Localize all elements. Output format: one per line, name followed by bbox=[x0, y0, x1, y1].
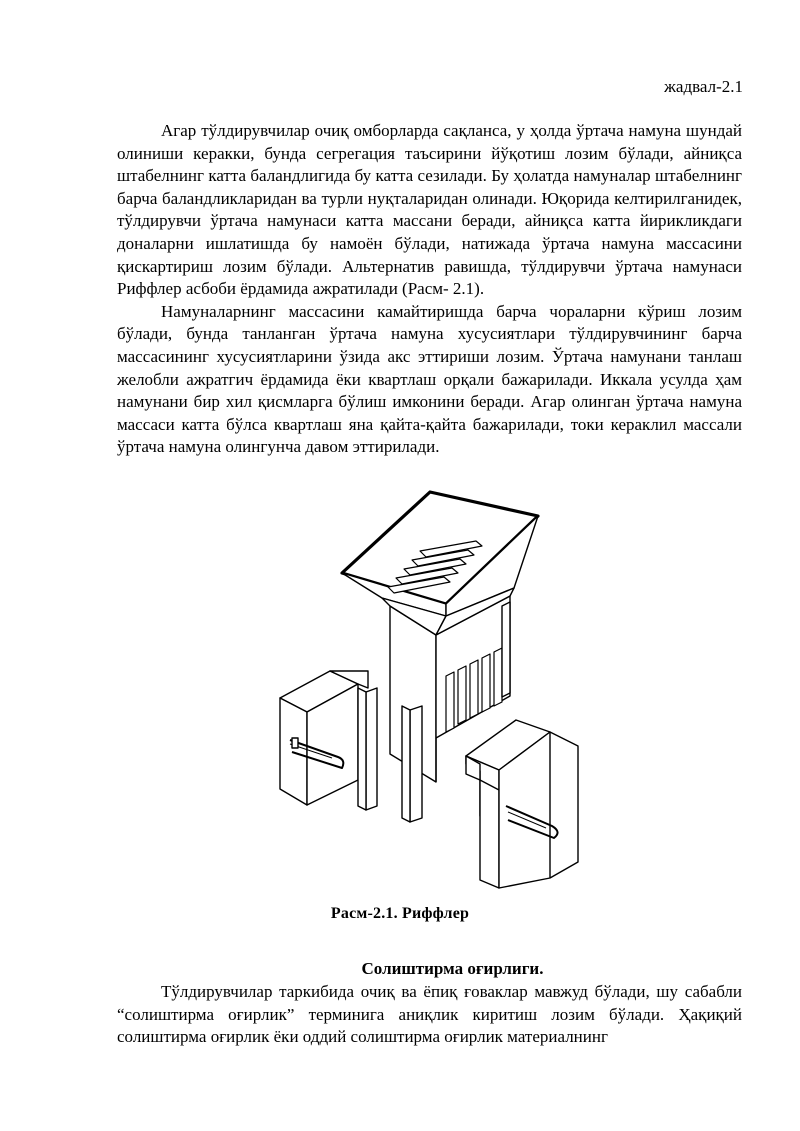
paragraph-3: Тўлдирувчилар таркибида очиқ ва ёпиқ ғоваклар мавжуд бўлади, шу сабабли “солиштирма оғирлик” терминига аниқлик киритиш лозим бўлади. Ҳақиқий солиштирма оғирлик ёки оддий солиштирма оғирлик материалнинг bbox=[117, 982, 742, 1047]
body-text-bottom bbox=[117, 981, 742, 1049]
figure-caption: Расм-2.1. Риффлер bbox=[330, 905, 470, 922]
paragraph-2: Намуналарнинг массасини камайтиришда барча чораларни кўриш лозим бўлади, бунда танланган ўртача намуна хусусиятлари тўлдирувчининг барча массасининг хусусиятларини ўзида акс эттириши лозим. Ўртача намунани танлаш желобли ажратгич ёрдамида ёки квартлаш орқали бажарилади. Иккала усулда ҳам намунани бир хил қисмларга бўлиш имконини беради. Агар олинган ўртача намуна массаси катта бўлса квартлаш яна қайта-қайта бажарилади, токи кераклил массали ўртача намуна олингунча давом эттирилади. bbox=[117, 301, 742, 457]
right-collection-box bbox=[466, 720, 578, 888]
section-heading: Солиштирма оғирлиги. bbox=[361, 959, 544, 978]
paragraph-1: Агар тўлдирувчилар очиқ омборларда сақланса, у ҳолда ўртача намуна шундай олиниши керакки, бунда сегрегация таъсирини йўқотиш лозим бўлади, айниқса штабелнинг катта баландлигида бу катта сезилади. Бу ҳолатда намуналар штабелнинг барча баландликларидан ва турли нуқталаридан олинади. Юқорида келтирилганидек, тўлдирувчи ўртача намунаси катта массани беради, айниқса катта йирикликдаги доналарни ишлатишда бу намоён бўлади, натижада ўртача намуна массасини қискартириш лозим бўлади. Альтернатив равишда, тўлдирувчи ўртача намунаси Риффлер асбоби ёрдамида ажратилади (Расм- 2.1). bbox=[117, 121, 742, 299]
left-collection-box bbox=[280, 671, 368, 805]
riffler-illustration bbox=[270, 488, 600, 900]
body-text-top bbox=[117, 120, 742, 459]
riffler-drawing bbox=[270, 488, 600, 900]
table-reference: жадвал-2.1 bbox=[664, 77, 743, 96]
